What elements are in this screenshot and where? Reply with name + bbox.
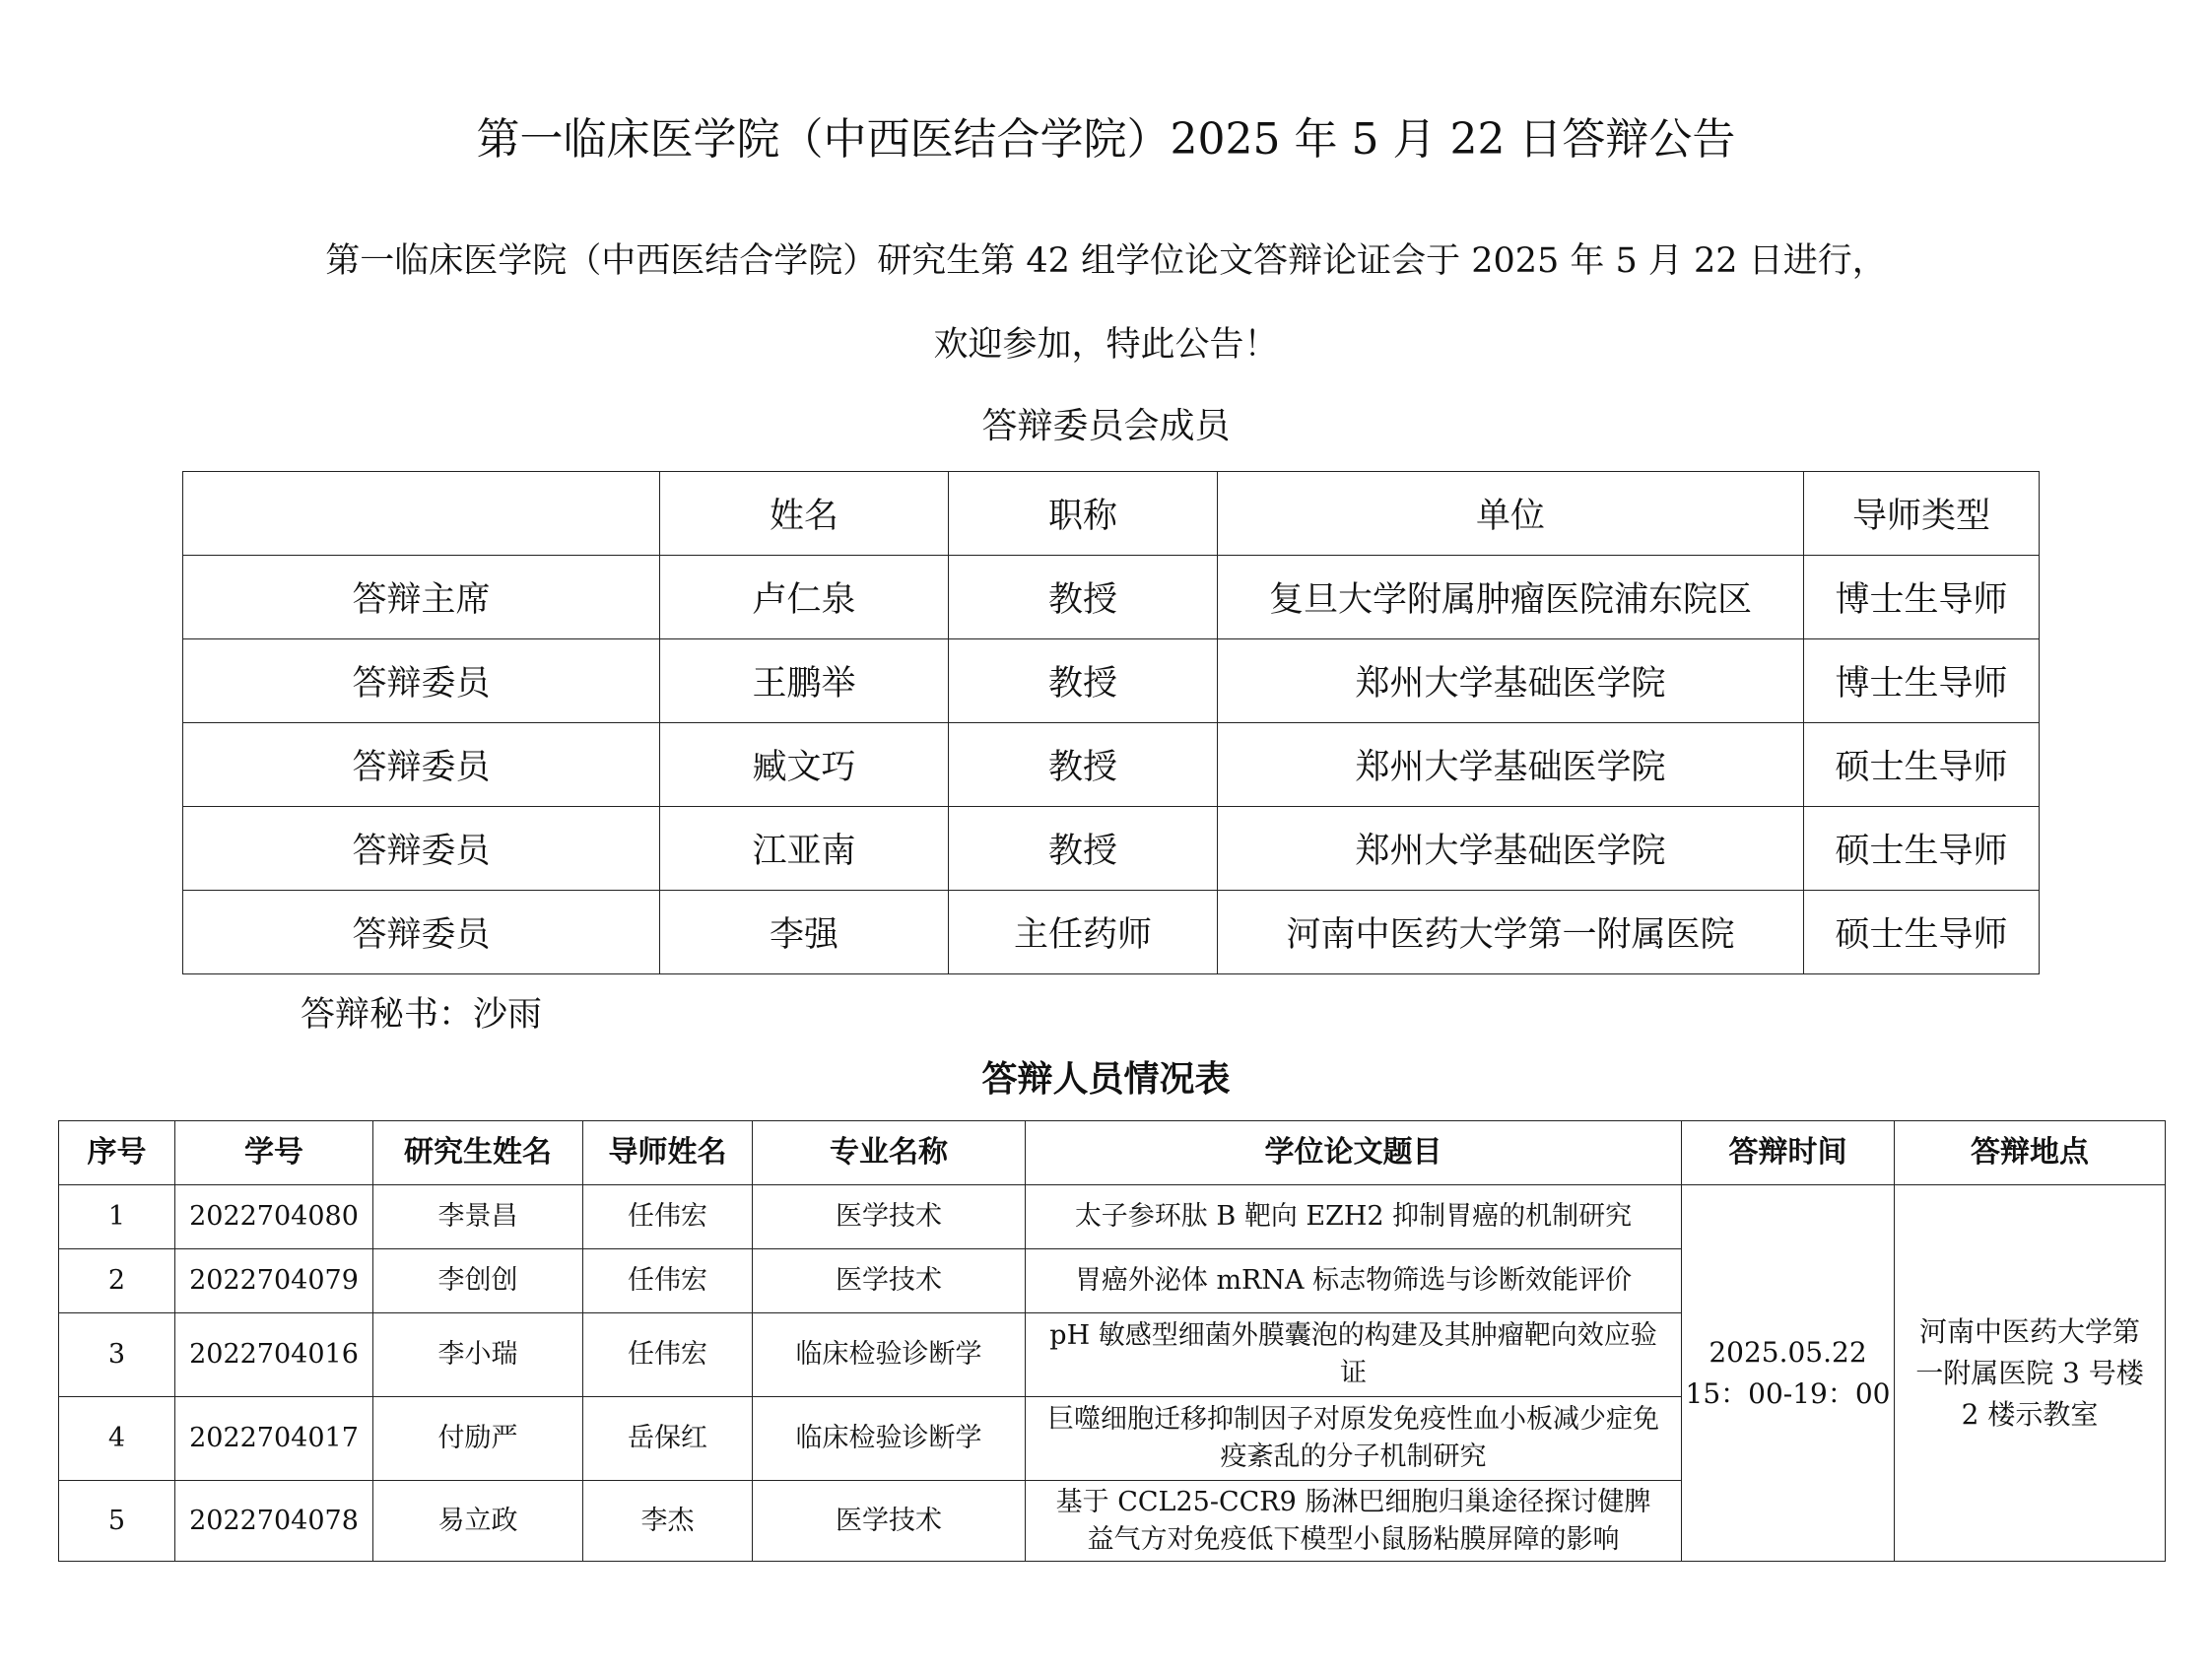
defense-place: 河南中医药大学第一附属医院 3 号楼 2 楼示教室 xyxy=(1895,1185,2166,1562)
committee-row xyxy=(183,807,2040,891)
defense-heading: 答辩人员情况表 xyxy=(981,1058,1231,1100)
committee-title: 主任药师 xyxy=(949,891,1218,974)
page-title: 第一临床医学院（中西医结合学院）2025 年 5 月 22 日答辩公告 xyxy=(476,114,1736,165)
committee-name: 卢仁泉 xyxy=(660,556,949,639)
defense-student-id: 2022704016 xyxy=(175,1313,373,1397)
defense-date: 2025.05.22 xyxy=(1709,1335,1867,1369)
committee-advisor-type: 硕士生导师 xyxy=(1804,891,2040,974)
defense-index: 5 xyxy=(59,1481,175,1562)
committee-unit: 复旦大学附属肿瘤医院浦东院区 xyxy=(1218,556,1804,639)
committee-title: 教授 xyxy=(949,723,1218,807)
committee-advisor-type: 博士生导师 xyxy=(1804,556,2040,639)
defense-student-id: 2022704080 xyxy=(175,1185,373,1249)
committee-role: 答辩主席 xyxy=(183,556,660,639)
committee-header-advisor-type: 导师类型 xyxy=(1804,472,2040,556)
defense-student-name: 李创创 xyxy=(373,1249,583,1313)
committee-title: 教授 xyxy=(949,639,1218,723)
defense-header-student-name: 研究生姓名 xyxy=(373,1121,583,1185)
committee-header-unit: 单位 xyxy=(1218,472,1804,556)
defense-header-row xyxy=(59,1121,2166,1185)
defense-advisor: 任伟宏 xyxy=(583,1249,753,1313)
committee-role: 答辩委员 xyxy=(183,891,660,974)
defense-student-id: 2022704079 xyxy=(175,1249,373,1313)
committee-unit: 郑州大学基础医学院 xyxy=(1218,639,1804,723)
announcement-text-line2: 欢迎参加，特此公告！ xyxy=(933,325,1279,365)
defense-header-index: 序号 xyxy=(59,1121,175,1185)
defense-student-name: 易立政 xyxy=(373,1481,583,1562)
defense-row xyxy=(59,1185,2166,1249)
defense-thesis-title: pH 敏感型细菌外膜囊泡的构建及其肿瘤靶向效应验证 xyxy=(1026,1313,1682,1397)
committee-header-title: 职称 xyxy=(949,472,1218,556)
announcement-text-line1: 第一临床医学院（中西医结合学院）研究生第 42 组学位论文答辩论证会于 2025 年 5 月 22 日进行， xyxy=(325,241,1887,281)
defense-index: 1 xyxy=(59,1185,175,1249)
defense-thesis-title: 基于 CCL25-CCR9 肠淋巴细胞归巢途径探讨健脾益气方对免疫低下模型小鼠肠粘膜屏障的影响 xyxy=(1026,1481,1682,1562)
committee-row xyxy=(183,639,2040,723)
defense-header-major: 专业名称 xyxy=(753,1121,1026,1185)
committee-row xyxy=(183,891,2040,974)
committee-name: 臧文巧 xyxy=(660,723,949,807)
defense-major: 临床检验诊断学 xyxy=(753,1397,1026,1481)
defense-student-id: 2022704078 xyxy=(175,1481,373,1562)
defense-thesis-title: 巨噬细胞迁移抑制因子对原发免疫性血小板减少症免疫紊乱的分子机制研究 xyxy=(1026,1397,1682,1481)
defense-index: 2 xyxy=(59,1249,175,1313)
defense-advisor: 李杰 xyxy=(583,1481,753,1562)
committee-header-name: 姓名 xyxy=(660,472,949,556)
committee-title: 教授 xyxy=(949,556,1218,639)
defense-student-name: 李小瑞 xyxy=(373,1313,583,1397)
defense-thesis-title: 胃癌外泌体 mRNA 标志物筛选与诊断效能评价 xyxy=(1026,1249,1682,1313)
committee-row xyxy=(183,556,2040,639)
secretary-line: 答辩秘书：沙雨 xyxy=(301,995,543,1035)
defense-advisor: 任伟宏 xyxy=(583,1313,753,1397)
committee-unit: 郑州大学基础医学院 xyxy=(1218,807,1804,891)
defense-header-place: 答辩地点 xyxy=(1895,1121,2166,1185)
defense-header-thesis: 学位论文题目 xyxy=(1026,1121,1682,1185)
committee-title: 教授 xyxy=(949,807,1218,891)
defense-student-name: 付励严 xyxy=(373,1397,583,1481)
defense-advisor: 岳保红 xyxy=(583,1397,753,1481)
defense-header-student-id: 学号 xyxy=(175,1121,373,1185)
committee-header-role xyxy=(183,472,660,556)
committee-unit: 河南中医药大学第一附属医院 xyxy=(1218,891,1804,974)
committee-name: 王鹏举 xyxy=(660,639,949,723)
committee-advisor-type: 硕士生导师 xyxy=(1804,807,2040,891)
defense-advisor: 任伟宏 xyxy=(583,1185,753,1249)
defense-major: 医学技术 xyxy=(753,1185,1026,1249)
defense-major: 临床检验诊断学 xyxy=(753,1313,1026,1397)
defense-major: 医学技术 xyxy=(753,1481,1026,1562)
committee-advisor-type: 博士生导师 xyxy=(1804,639,2040,723)
defense-table xyxy=(58,1120,2166,1562)
defense-major: 医学技术 xyxy=(753,1249,1026,1313)
committee-name: 江亚南 xyxy=(660,807,949,891)
committee-table xyxy=(182,471,2040,974)
defense-header-advisor: 导师姓名 xyxy=(583,1121,753,1185)
committee-role: 答辩委员 xyxy=(183,723,660,807)
defense-index: 3 xyxy=(59,1313,175,1397)
defense-thesis-title: 太子参环肽 B 靶向 EZH2 抑制胃癌的机制研究 xyxy=(1026,1185,1682,1249)
committee-row xyxy=(183,723,2040,807)
committee-heading: 答辩委员会成员 xyxy=(981,406,1231,446)
defense-time xyxy=(1682,1185,1895,1562)
committee-role: 答辩委员 xyxy=(183,639,660,723)
committee-advisor-type: 硕士生导师 xyxy=(1804,723,2040,807)
committee-name: 李强 xyxy=(660,891,949,974)
committee-unit: 郑州大学基础医学院 xyxy=(1218,723,1804,807)
defense-hours: 15：00-19：00 xyxy=(1685,1376,1891,1410)
committee-role: 答辩委员 xyxy=(183,807,660,891)
defense-header-time: 答辩时间 xyxy=(1682,1121,1895,1185)
defense-student-id: 2022704017 xyxy=(175,1397,373,1481)
defense-index: 4 xyxy=(59,1397,175,1481)
committee-header-row xyxy=(183,472,2040,556)
defense-student-name: 李景昌 xyxy=(373,1185,583,1249)
